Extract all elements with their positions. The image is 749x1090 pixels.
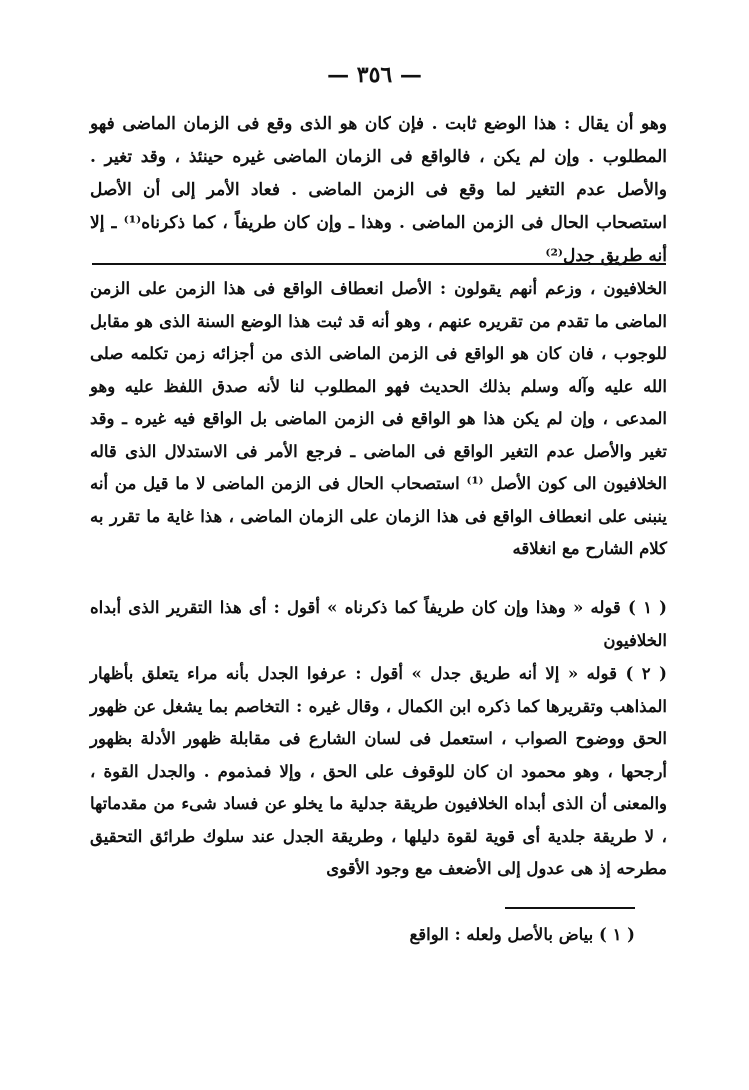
separator-line	[92, 263, 666, 265]
commentary-note-1: ( ١ ) قوله « وهذا وإن كان طريفاً كما ذكرناه » أقول : أى هذا التقرير الذى أبداه الخلافيون	[90, 598, 667, 650]
commentary-note-2: ( ٢ ) قوله « إلا أنه طريق جدل » أقول : عرفوا الجدل بأنه مراء يتعلق بأظهار المذاهب وتقريرها كما ذكره ابن الكمال ، وقال غيره : التخاصم بما يشغل عن ظهور الحق ووضوح الصواب ، استعمل فى لسان الشارع فى مقابلة ظهور الأدلة بظهور أرجحها ، وهو محمود ان كان للوقوف على الحق ، وإلا فمذموم . والجدل القوة ، والمعنى أن الذى أبداه الخلافيون طريقة جدلية ما يخلو عن فساد شىء من مقدماتها ، لا طريقة جلدية أى قوية لقوة دليلها ، وطريقة الجدل عند سلوك طرائق التحقيق مطرحه إذ هى عدول إلى الأضعف مع وجود الأقوى	[90, 664, 667, 878]
main-text-paragraph: وهو أن يقال : هذا الوضع ثابت . فإن كان هو الذى وقع فى الزمان الماضى فهو المطلوب . وإن لم يكن ، فالواقع فى الزمان الماضى غيره حينئذ ، وقد تغير . والأصل عدم التغير لما وقع فى الزمن الماضى . فعاد الأمر إلى أن الأصل استصحاب الحال فى الزمن الماضى . وهذا ـ وإن كان طريفاً ، كما ذكرناه⁽¹⁾ ـ إلا أنه طريق جدل⁽²⁾	[90, 114, 668, 266]
page-number: — ٣٥٦ —	[327, 62, 422, 88]
commentary-paragraph: الخلافيون ، وزعم أنهم يقولون : الأصل انعطاف الواقع فى هذا الزمن على الزمن الماضى ما تقدم من تقريره عنهم ، وهو أنه قد ثبت هذا الوضع السنة الذى هو مقابل للوجوب ، فان كان هو الواقع فى الزمن الماضى الذى من أجزائه زمن تكلمه صلى الله عليه وآله وسلم بذلك الحديث فهو المطلوب لنا لأنه صدق اللفظ عليه وهو المدعى ، وإن لم يكن هذا هو الواقع فى الزمن الماضى بل الواقع فيه غيره ـ وقد تغير والأصل عدم التغير الواقع فى الماضى ـ فرجع الأمر فى الاستدلال الذى قاله الخلافيون الى كون الأصل ⁽¹⁾ استصحاب الحال فى الزمن الماضى لا ما قيل من أنه ينبنى على انعطاف الواقع فى هذا الزمان على الزمان الماضى ، هذا غاية ما تقرر به كلام الشارح مع انغلاقه	[90, 279, 667, 558]
footnote: ( ١ ) بياض بالأصل ولعله : الواقع	[409, 925, 635, 944]
footnote-separator	[505, 907, 635, 909]
